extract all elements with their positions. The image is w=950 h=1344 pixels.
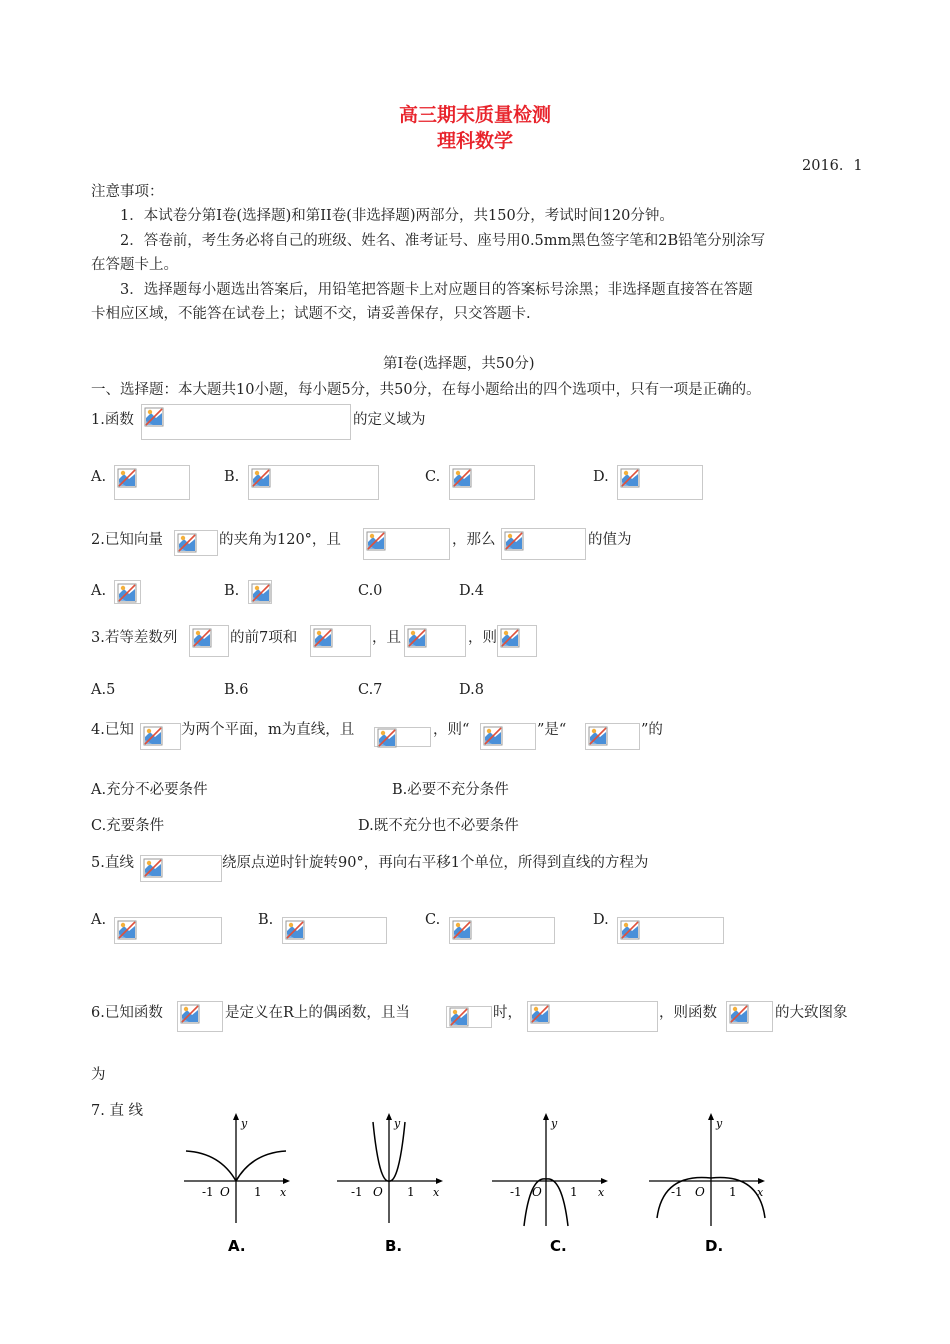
q1-option-a: A. (91, 469, 107, 485)
q5-option-a: A. (91, 912, 107, 928)
q1-option-b: B. (224, 469, 240, 485)
exam-subtitle: 理科数学 (436, 130, 513, 152)
svg-text:-1: -1 (510, 1185, 522, 1199)
q6-text-a: 6.已知函数 (91, 1005, 163, 1021)
q6-text-d: ，则函数 (659, 1005, 717, 1021)
broken-image-icon (285, 920, 305, 940)
broken-image-icon (483, 726, 503, 746)
q2-text-c: ，那么 (452, 532, 496, 548)
broken-image-icon (620, 920, 640, 940)
formula-image-placeholder (480, 723, 536, 750)
broken-image-icon (143, 858, 163, 878)
broken-image-icon (117, 468, 137, 488)
exam-date: 2016．1 (802, 158, 863, 174)
q2-option-a: A. (91, 583, 107, 599)
q1-text-a: 1.函数 (91, 412, 134, 428)
formula-image-placeholder (140, 723, 181, 750)
formula-image-placeholder (248, 465, 379, 500)
q2-text-d: 的值为 (588, 532, 632, 548)
formula-image-placeholder (449, 917, 555, 944)
broken-image-icon (530, 1004, 550, 1024)
broken-image-icon (143, 726, 163, 746)
formula-image-placeholder (189, 625, 229, 657)
notice-item-1: 1．本试卷分第I卷(选择题)和第II卷(非选择题)两部分，共150分，考试时间120分钟。 (120, 208, 674, 224)
q2-text-b: 的夹角为120°，且 (219, 532, 341, 548)
formula-image-placeholder (446, 1006, 492, 1028)
q2-option-b: B. (224, 583, 240, 599)
broken-image-icon (620, 468, 640, 488)
svg-text:O: O (532, 1185, 542, 1199)
formula-image-placeholder (114, 580, 141, 604)
formula-image-placeholder (248, 580, 272, 604)
q3-text-d: ，则 (468, 630, 497, 646)
broken-image-icon (192, 628, 212, 648)
q4-option-b: B.必要不充分条件 (392, 782, 509, 798)
formula-image-placeholder (177, 1001, 223, 1032)
svg-text:x: x (598, 1186, 605, 1199)
svg-text:D.: D. (705, 1237, 724, 1255)
q6-text-e: 的大致图象 (775, 1005, 848, 1021)
q2-option-d: D.4 (459, 583, 484, 599)
q5-text-a: 5.直线 (91, 855, 134, 871)
q3-text-a: 3.若等差数列 (91, 630, 178, 646)
notice-heading: 注意事项： (91, 184, 164, 200)
q5-option-d: D. (593, 912, 609, 928)
q6-text-f: 为 (91, 1067, 106, 1083)
broken-image-icon (117, 920, 137, 940)
q3-option-c: C.7 (358, 682, 383, 698)
svg-text:-1: -1 (671, 1185, 683, 1199)
exam-title: 高三期末质量检测 (398, 104, 551, 126)
formula-image-placeholder (726, 1001, 773, 1032)
q3-option-d: D.8 (459, 682, 484, 698)
svg-text:y: y (241, 1117, 248, 1130)
notice-item-2-cont: 在答题卡上。 (91, 257, 178, 273)
svg-text:y: y (394, 1117, 401, 1130)
q2-option-c: C.0 (358, 583, 383, 599)
broken-image-icon (449, 1007, 469, 1027)
formula-image-placeholder (617, 917, 724, 944)
broken-image-icon (313, 628, 333, 648)
svg-text:1: 1 (729, 1185, 737, 1199)
q3-option-b: B.6 (224, 682, 249, 698)
q1-text-b: 的定义域为 (353, 412, 426, 428)
formula-image-placeholder (527, 1001, 658, 1032)
graph-option-b (333, 1108, 445, 1258)
formula-image-placeholder (140, 855, 222, 882)
notice-item-3: 3．选择题每小题选出答案后，用铅笔把答题卡上对应题目的答案标号涂黑；非选择题直接答在答题 (120, 282, 753, 298)
formula-image-placeholder (363, 528, 450, 560)
notice-item-2: 2．答卷前，考生务必将自己的班级、姓名、准考证号、座号用0.5mm黑色签字笔和2B铅笔分别涂写 (120, 233, 766, 249)
svg-text:O: O (695, 1185, 705, 1199)
svg-text:1: 1 (407, 1185, 415, 1199)
q4-option-c: C.充要条件 (91, 818, 165, 834)
notice-item-3-cont: 卡相应区域，不能答在试卷上；试题不交，请妥善保存，只交答题卡. (91, 306, 531, 322)
svg-text:1: 1 (570, 1185, 578, 1199)
q5-option-c: C. (425, 912, 441, 928)
q1-option-c: C. (425, 469, 441, 485)
q3-text-c: ，且 (372, 630, 401, 646)
q7-text-a: 7. 直 线 (91, 1103, 144, 1119)
formula-image-placeholder (404, 625, 466, 657)
q4-text-c: ，则“ (433, 722, 470, 738)
broken-image-icon (144, 407, 164, 427)
q4-text-a: 4.已知 (91, 722, 134, 738)
broken-image-icon (452, 920, 472, 940)
formula-image-placeholder (585, 723, 640, 750)
svg-text:x: x (433, 1186, 440, 1199)
svg-text:y: y (716, 1117, 723, 1130)
formula-image-placeholder (174, 530, 218, 556)
broken-image-icon (407, 628, 427, 648)
formula-image-placeholder (617, 465, 703, 500)
broken-image-icon (452, 468, 472, 488)
svg-text:x: x (280, 1186, 287, 1199)
q4-option-a: A.充分不必要条件 (91, 782, 208, 798)
formula-image-placeholder (497, 625, 537, 657)
formula-image-placeholder (114, 917, 222, 944)
svg-text:y: y (551, 1117, 558, 1130)
broken-image-icon (500, 628, 520, 648)
graph-option-a (180, 1108, 292, 1258)
graph-option-c (488, 1108, 610, 1258)
formula-image-placeholder (282, 917, 387, 944)
broken-image-icon (588, 726, 608, 746)
q4-option-d: D.既不充分也不必要条件 (358, 818, 519, 834)
broken-image-icon (366, 531, 386, 551)
broken-image-icon (117, 583, 137, 603)
svg-text:-1: -1 (351, 1185, 363, 1199)
svg-text:C.: C. (550, 1237, 567, 1255)
formula-image-placeholder (141, 404, 351, 440)
broken-image-icon (180, 1004, 200, 1024)
q4-text-d: ”是“ (537, 722, 567, 738)
formula-image-placeholder (374, 727, 431, 747)
svg-text:1: 1 (254, 1185, 262, 1199)
formula-image-placeholder (310, 625, 371, 657)
broken-image-icon (377, 728, 397, 748)
broken-image-icon (251, 468, 271, 488)
q2-text-a: 2.已知向量 (91, 532, 163, 548)
graph-option-d (645, 1108, 767, 1258)
broken-image-icon (177, 533, 197, 553)
svg-text:O: O (220, 1185, 230, 1199)
q3-text-b: 的前7项和 (230, 630, 298, 646)
q3-option-a: A.5 (91, 682, 116, 698)
broken-image-icon (251, 583, 271, 603)
formula-image-placeholder (114, 465, 190, 500)
q4-text-b: 为两个平面，m为直线，且 (181, 722, 355, 738)
broken-image-icon (504, 531, 524, 551)
section-instruction: 一、选择题：本大题共10小题，每小题5分，共50分，在每小题给出的四个选项中，只有一项是正确的。 (91, 382, 761, 398)
q6-text-c: 时， (493, 1005, 522, 1021)
q5-text-b: 绕原点逆时针旋转90°，再向右平移1个单位，所得到直线的方程为 (222, 855, 649, 871)
svg-text:-1: -1 (202, 1185, 214, 1199)
q5-option-b: B. (258, 912, 274, 928)
q6-text-b: 是定义在R上的偶函数，且当 (225, 1005, 410, 1021)
svg-text:A.: A. (228, 1237, 246, 1255)
broken-image-icon (729, 1004, 749, 1024)
formula-image-placeholder (501, 528, 586, 560)
svg-text:x: x (757, 1186, 764, 1199)
formula-image-placeholder (449, 465, 535, 500)
svg-text:B.: B. (385, 1237, 403, 1255)
svg-text:O: O (373, 1185, 383, 1199)
section-title: 第I卷(选择题，共50分) (383, 356, 535, 372)
q1-option-d: D. (593, 469, 609, 485)
q4-text-e: ”的 (641, 722, 663, 738)
